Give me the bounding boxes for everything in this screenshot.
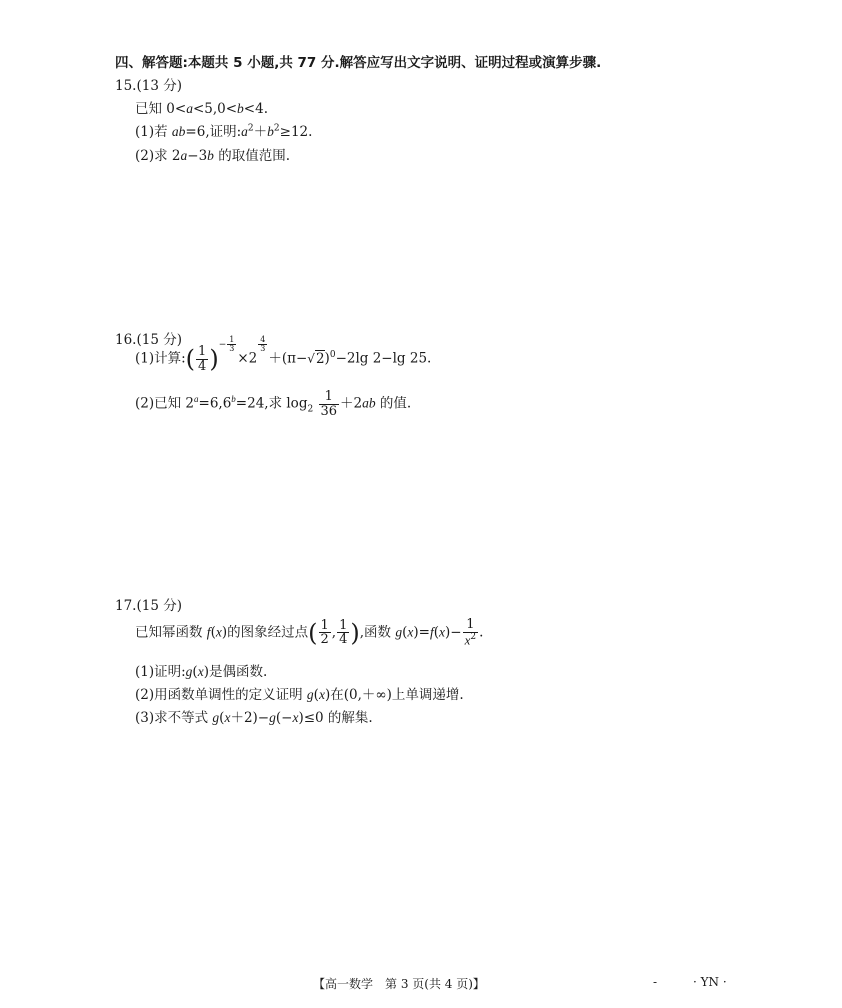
section-title: 四、解答题:本题共 5 小题,共 77 分.解答应写出文字说明、证明过程或演算步骤.	[115, 55, 602, 71]
problem-17-part-1: (1)证明:g(x)是偶函数.	[135, 664, 268, 680]
problem-16-points: (15 分)	[136, 332, 182, 348]
problem-16-part-1: (1)计算:( $\frac{1}{4}$ )$^{- \frac{1}{3}}$ ×2 $^{\frac{4}{3}}$ $+(\pi-√2)^0-2\lg$ 2−lg 25.	[135, 334, 432, 374]
problem-17-header	[115, 594, 182, 614]
footer-page-label: 【高一数学 第 3 页(共 4 页)】	[313, 977, 485, 991]
problem-15-number: 15.	[115, 78, 137, 94]
problem-17-number: 17.	[115, 598, 137, 614]
problem-17-part-3: (3)求不等式 g(x＋2)−g(−x)≤0 的解集.	[135, 710, 373, 726]
problem-15-points: (13 分)	[136, 78, 182, 94]
problem-15-stem: 已知 0<a<5,0<b<4.	[135, 101, 268, 117]
problem-15-part-1: (1)若 ab=6,证明$:a^2+b^2\ge 12$.	[135, 123, 313, 140]
problem-17-stem: 已知幂函数 f(x)的图象经过点( $\frac{1}{2}$ , $\frac{1}{4}$ ),函数 g(x)=f(x)− $\frac{1}{x^2}$ .	[135, 617, 484, 648]
footer-dash: -	[653, 975, 658, 989]
problem-15-header	[115, 74, 182, 94]
problem-16-number: 16.	[115, 332, 137, 348]
problem-17-points: (15 分)	[136, 598, 182, 614]
problem-17-part-2: (2)用函数单调性的定义证明 g(x)在(0,＋∞)上单调递增.	[135, 687, 464, 703]
problem-15-part-2: (2)求 2a−3b 的取值范围.	[135, 148, 291, 164]
problem-16-part-2: (2)已知 $2^a=6,6^b=24$,求 $\log_2$ $\frac{1}{36}$ ＋2ab 的值.	[135, 389, 412, 419]
footer-code: · YN ·	[693, 975, 727, 989]
